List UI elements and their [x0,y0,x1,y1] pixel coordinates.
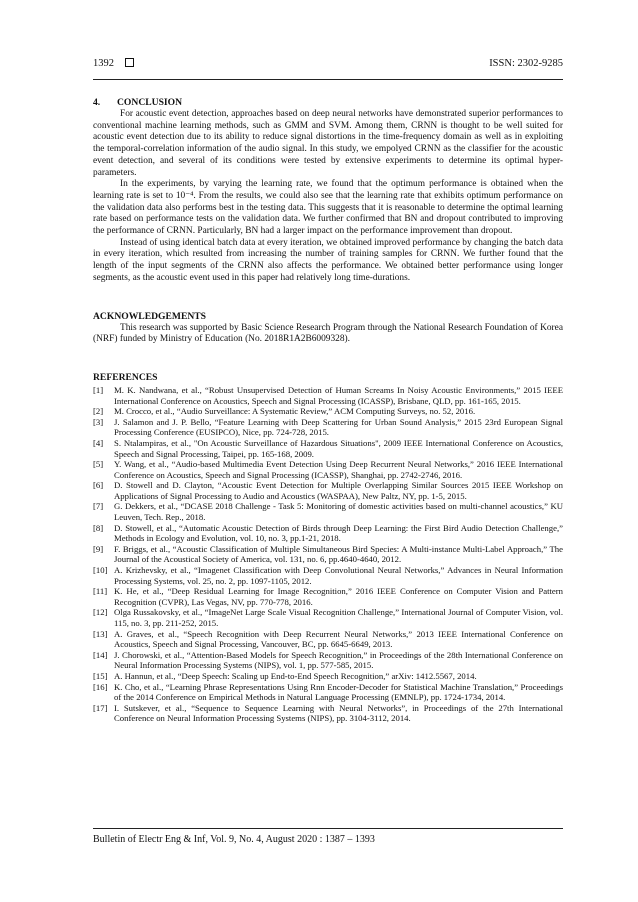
reference-text: D. Stowell and D. Clayton, “Acoustic Event Detection for Multiple Overlapping Similar Sources 2015 IEEE Workshop on Applications of Signal Processing to Audio and Acoustics (WASPAA), New Paltz, NY, pp. 1-5, 2015. [114,480,563,501]
reference-number: [4] [93,437,104,448]
reference-text: A. Hannun, et al., “Deep Speech: Scaling up End-to-End Speech Recognition,” arXiv: 1412.5567, 2014. [114,670,477,681]
conclusion-paragraph-3: Instead of using identical batch data at every iteration, we obtained improved performance by changing the batch data in every iteration, which resulted from increasing the number of training samples for CRNN. We further found that the length of the input segments of the CRNN also affects the performance. We obtained better performance using longer segments, as the acoustic event used in this paper had relatively long time-durations. [93,237,563,283]
reference-number: [17] [93,702,108,713]
reference-item [93,385,563,406]
reference-number: [5] [93,459,104,470]
reference-item [93,607,563,628]
reference-item [93,480,563,501]
reference-text: J. Chorowski, et al., “Attention-Based Models for Speech Recognition,” in Proceedings of the 28th International Conference on Neural Information Processing Systems (NIPS), vol. 1, pp. 577-585, 2015. [114,649,563,671]
reference-number: [10] [93,565,108,576]
square-box-icon [125,58,134,67]
reference-number: [13] [93,628,108,639]
reference-text: K. He, et al., “Deep Residual Learning for Image Recognition,” 2016 IEEE Conference on Computer Vision and Pattern Recognition (CVPR), Las Vegas, NV, pp. 770-778, 2016. [114,586,563,607]
issn-label: ISSN: 2302-9285 [489,58,563,69]
section-title: CONCLUSION [117,97,183,108]
reference-item [93,501,563,522]
header-divider [93,79,563,80]
reference-number: [2] [93,406,104,417]
reference-number: [7] [93,501,104,512]
references-heading: REFERENCES [93,371,158,383]
reference-item [93,671,563,682]
conclusion-paragraph-1: For acoustic event detection, approaches based on deep neural networks have demonstrated superior performances to conventional machine learning methods, such as GMM and SVM. Among them, CRNN is thought to be well suited for acoustic event detection due to its ability to reduce signal distortions in the time-frequency domain as well as in exploiting the temporal-correlation information of the audio signal. In this study, we empolyed CRNN as the classifier for the acoustic event detection, and several of its conditions were tested by extensive experiments to determine its optimal hyper-parameters. [93,109,563,178]
section-number: 4. [93,97,101,108]
reference-text: J. Salamon and J. P. Bello, “Feature Learning with Deep Scattering for Urban Sound Analysis,” 2015 23rd European Signal Processing Conference (EUSIPCO), Nice, pp. 724-728, 2015. [114,416,563,438]
reference-number: [6] [93,480,104,491]
reference-number: [11] [93,586,108,597]
reference-item [93,565,563,586]
reference-text: Olga Russakovsky, et al., “ImageNet Large Scale Visual Recognition Challenge,” International Journal of Computer Vision, vol. 115, no. 3, pp. 211-252, 2015. [114,607,563,629]
reference-number: [8] [93,522,104,533]
reference-item [93,406,563,417]
page-footer: Bulletin of Electr Eng & Inf, Vol. 9, No. 4, August 2020 : 1387 – 1393 [93,834,375,845]
reference-text: F. Briggs, et al., “Acoustic Classification of Multiple Simultaneous Bird Species: A Multi-instance Multi-Label Approach,” The Journal of the Acoustical Society of America, vol. 131, no. 6, pp.4640-4640, 2012. [114,543,563,565]
reference-number: [14] [93,649,108,660]
acknowledgements-heading: ACKNOWLEDGEMENTS [93,310,207,322]
reference-item [93,586,563,607]
reference-text: K. Cho, et al., “Learning Phrase Representations Using Rnn Encoder-Decoder for Statistical Machine Translation,” Proceedings of the 2014 Conference on Empirical Methods in Natural Language Processing (EMNLP), pp. 1724-1734, 2014. [114,681,563,703]
reference-text: D. Stowell, et al., “Automatic Acoustic Detection of Birds through Deep Learning: the First Bird Audio Detection Challenge,” Methods in Ecology and Evolution, vol. 10, no. 3, pp.1-21, 2018. [114,522,563,544]
reference-number: [15] [93,670,108,681]
reference-item [93,417,563,438]
reference-item [93,523,563,544]
page-number: 1392 [93,58,114,69]
reference-number: [12] [93,607,108,618]
reference-number: [9] [93,543,104,554]
reference-list [93,385,563,724]
reference-text: A. Graves, et al., “Speech Recognition with Deep Recurrent Neural Networks,” 2013 IEEE International Conference on Acoustics, Speech and Signal Processing, Vancouver, BC, pp. 6645-6649, 2013. [114,628,563,650]
page-header [93,58,563,74]
reference-item [93,703,563,724]
reference-item [93,459,563,480]
reference-number: [16] [93,681,108,692]
reference-item [93,544,563,565]
reference-item [93,682,563,703]
acknowledgements-text: This research was supported by Basic Science Research Program through the National Research Foundation of Korea (NRF) funded by Ministry of Education (No. 2018R1A2B6009328). [93,322,563,345]
reference-text: G. Dekkers, et al., “DCASE 2018 Challenge - Task 5: Monitoring of domestic activities based on multi-channel acoustics,” KU Leuven, Tech. Rep., 2018. [114,501,563,523]
reference-text: M. K. Nandwana, et al., “Robust Unsupervised Detection of Human Screams In Noisy Acoustic Environments,” 2015 IEEE International Conference on Acoustics, Speech and Signal Processing (ICASSP), Brisbane, QLD, pp. 161-165, 2015. [114,384,563,406]
reference-text: S. Ntalampiras, et al., "On Acoustic Surveillance of Hazardous Situations", 2009 IEEE International Conference on Acoustics, Speech and Signal Processing, Taipei, pp. 165-168, 2009. [114,437,563,459]
conclusion-paragraph-2: In the experiments, by varying the learning rate, we found that the optimum performance is obtained when the learning rate is set to 10⁻⁴. From the results, we could also see that the learning rate that exhibits optimum performance on the validation data also performs best in the testing data. This suggests that it is reasonable to determine the optimal learning rate based on performance tests on the validation data. We further confirmed that BN and dropout contributed to improving the performance of CRNN. Particularly, BN had a larger impact on the performance improvement than dropout. [93,179,563,237]
reference-text: I. Sutskever, et al., “Sequence to Sequence Learning with Neural Networks”, in Proceedings of the 27th International Conference on Neural Information Processing Systems (NIPS), pp. 3104-3112, 2014. [114,702,563,724]
reference-text: Y. Wang, et al., “Audio-based Multimedia Event Detection Using Deep Recurrent Neural Networks,” 2016 IEEE International Conference on Acoustics, Speech and Signal Processing (ICASSP), Shanghai, pp. 2742-2746, 2016. [114,459,563,480]
reference-number: [3] [93,416,104,427]
page-body [93,97,563,724]
reference-item [93,629,563,650]
footer-divider [93,828,563,829]
reference-item [93,438,563,459]
reference-text: M. Crocco, et al., “Audio Surveillance: A Systematic Review,” ACM Computing Surveys, no. 52, 2016. [114,406,476,417]
reference-number: [1] [93,384,104,395]
reference-text: A. Krizhevsky, et al., “Imagenet Classification with Deep Convolutional Neural Networks,” Advances in Neural Information Processing Systems, vol. 25, no. 2, pp. 1097-1105, 2012. [114,565,563,586]
reference-item [93,650,563,671]
conclusion-heading [93,97,563,109]
